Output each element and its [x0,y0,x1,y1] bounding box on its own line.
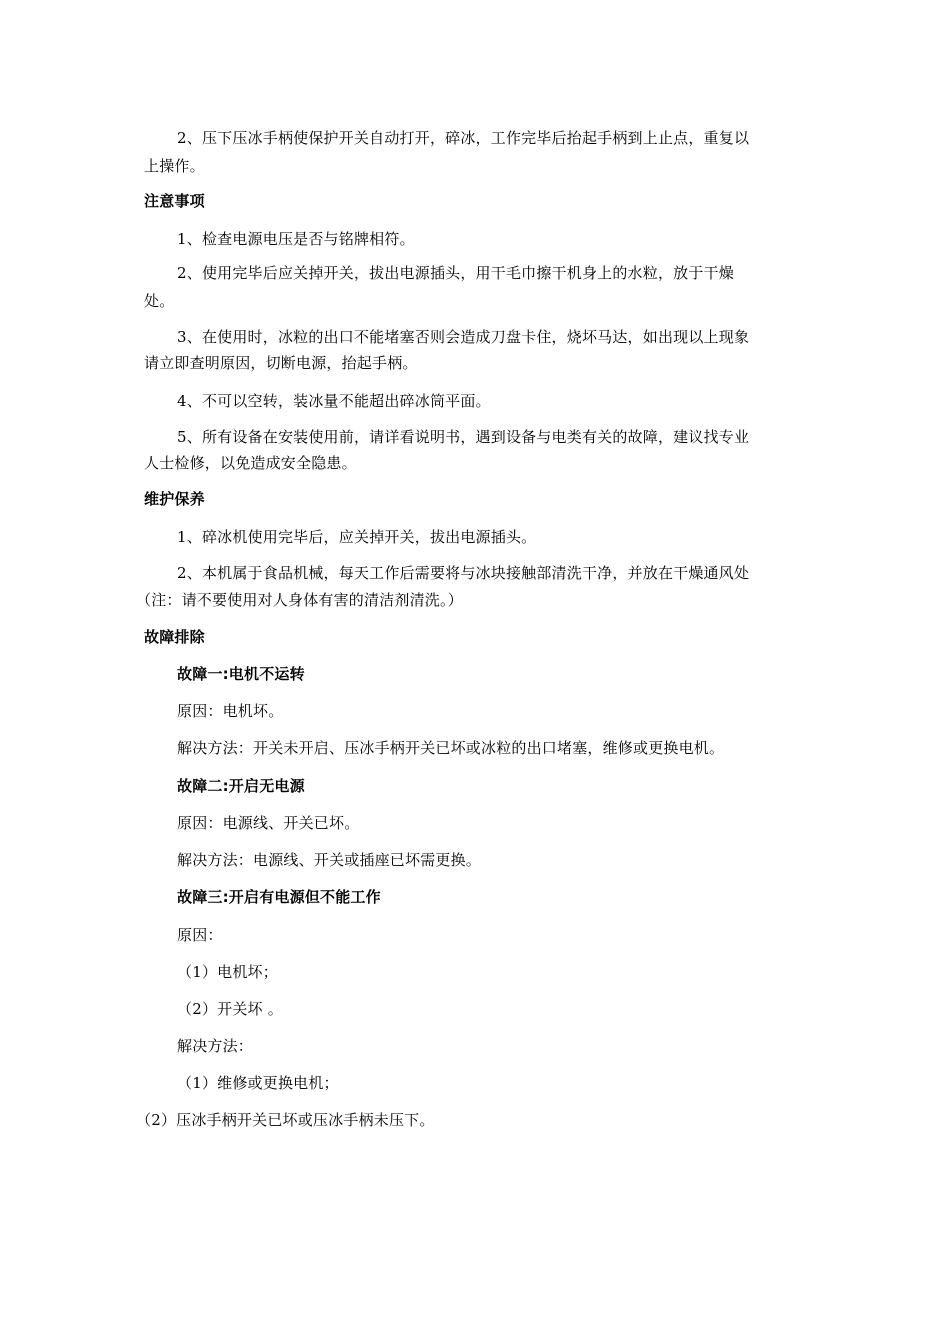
precaution-item-3-line-1: 3、在使用时，冰粒的出口不能堵塞否则会造成刀盘卡住，烧坏马达，如出现以上现象 [177,328,750,346]
precaution-item-5-line-2: 人士检修，以免造成安全隐患。 [144,454,357,472]
maintenance-heading: 维护保养 [144,490,205,508]
operation-step-2-line-2: 上操作。 [144,157,205,175]
fault-1-title: 故障一:电机不运转 [177,665,305,683]
fault-3-title: 故障三:开启有电源但不能工作 [177,888,381,906]
fault-1-cause: 原因：电机坏。 [177,702,284,720]
fault-1-solution: 解决方法：开关未开启、压冰手柄开关已坏或冰粒的出口堵塞，维修或更换电机。 [177,739,725,757]
troubleshooting-heading: 故障排除 [144,628,205,646]
precaution-item-2-line-1: 2、使用完毕后应关掉开关，拔出电源插头，用干毛巾擦干机身上的水粒，放于干燥 [177,264,734,282]
fault-2-title: 故障二:开启无电源 [177,777,305,795]
maintenance-item-2-line-1: 2、本机属于食品机械，每天工作后需要将与冰块接触部清洗干净，并放在干燥通风处 [177,564,750,582]
precaution-item-2-line-2: 处。 [144,292,175,310]
fault-3-cause-label: 原因： [177,926,223,944]
precautions-heading: 注意事项 [144,192,205,210]
fault-3-solution-label: 解决方法： [177,1037,254,1055]
fault-2-solution: 解决方法：电源线、开关或插座已坏需更换。 [177,851,482,869]
operation-step-2-line-1: 2、压下压冰手柄使保护开关自动打开，碎冰，工作完毕后抬起手柄到上止点，重复以 [177,129,750,147]
maintenance-item-2-line-2: （注：请不要使用对人身体有害的清洁剂清洗。） [136,591,463,609]
fault-3-solution-1: （1）维修或更换电机； [177,1074,339,1092]
precaution-item-1: 1、检查电源电压是否与铭牌相符。 [177,230,415,248]
fault-2-cause: 原因：电源线、开关已坏。 [177,814,360,832]
precaution-item-5-line-1: 5、所有设备在安装使用前，请详看说明书，遇到设备与电类有关的故障，建议找专业 [177,428,750,446]
precaution-item-4: 4、不可以空转，装冰量不能超出碎冰筒平面。 [177,392,491,410]
maintenance-item-1: 1、碎冰机使用完毕后，应关掉开关，拔出电源插头。 [177,528,537,546]
precaution-item-3-line-2: 请立即查明原因，切断电源，抬起手柄。 [144,354,418,372]
fault-3-solution-2: （2）压冰手柄开关已坏或压冰手柄未压下。 [136,1111,435,1129]
fault-3-cause-2: （2）开关坏 。 [177,1000,283,1018]
fault-3-cause-1: （1）电机坏； [177,963,278,981]
